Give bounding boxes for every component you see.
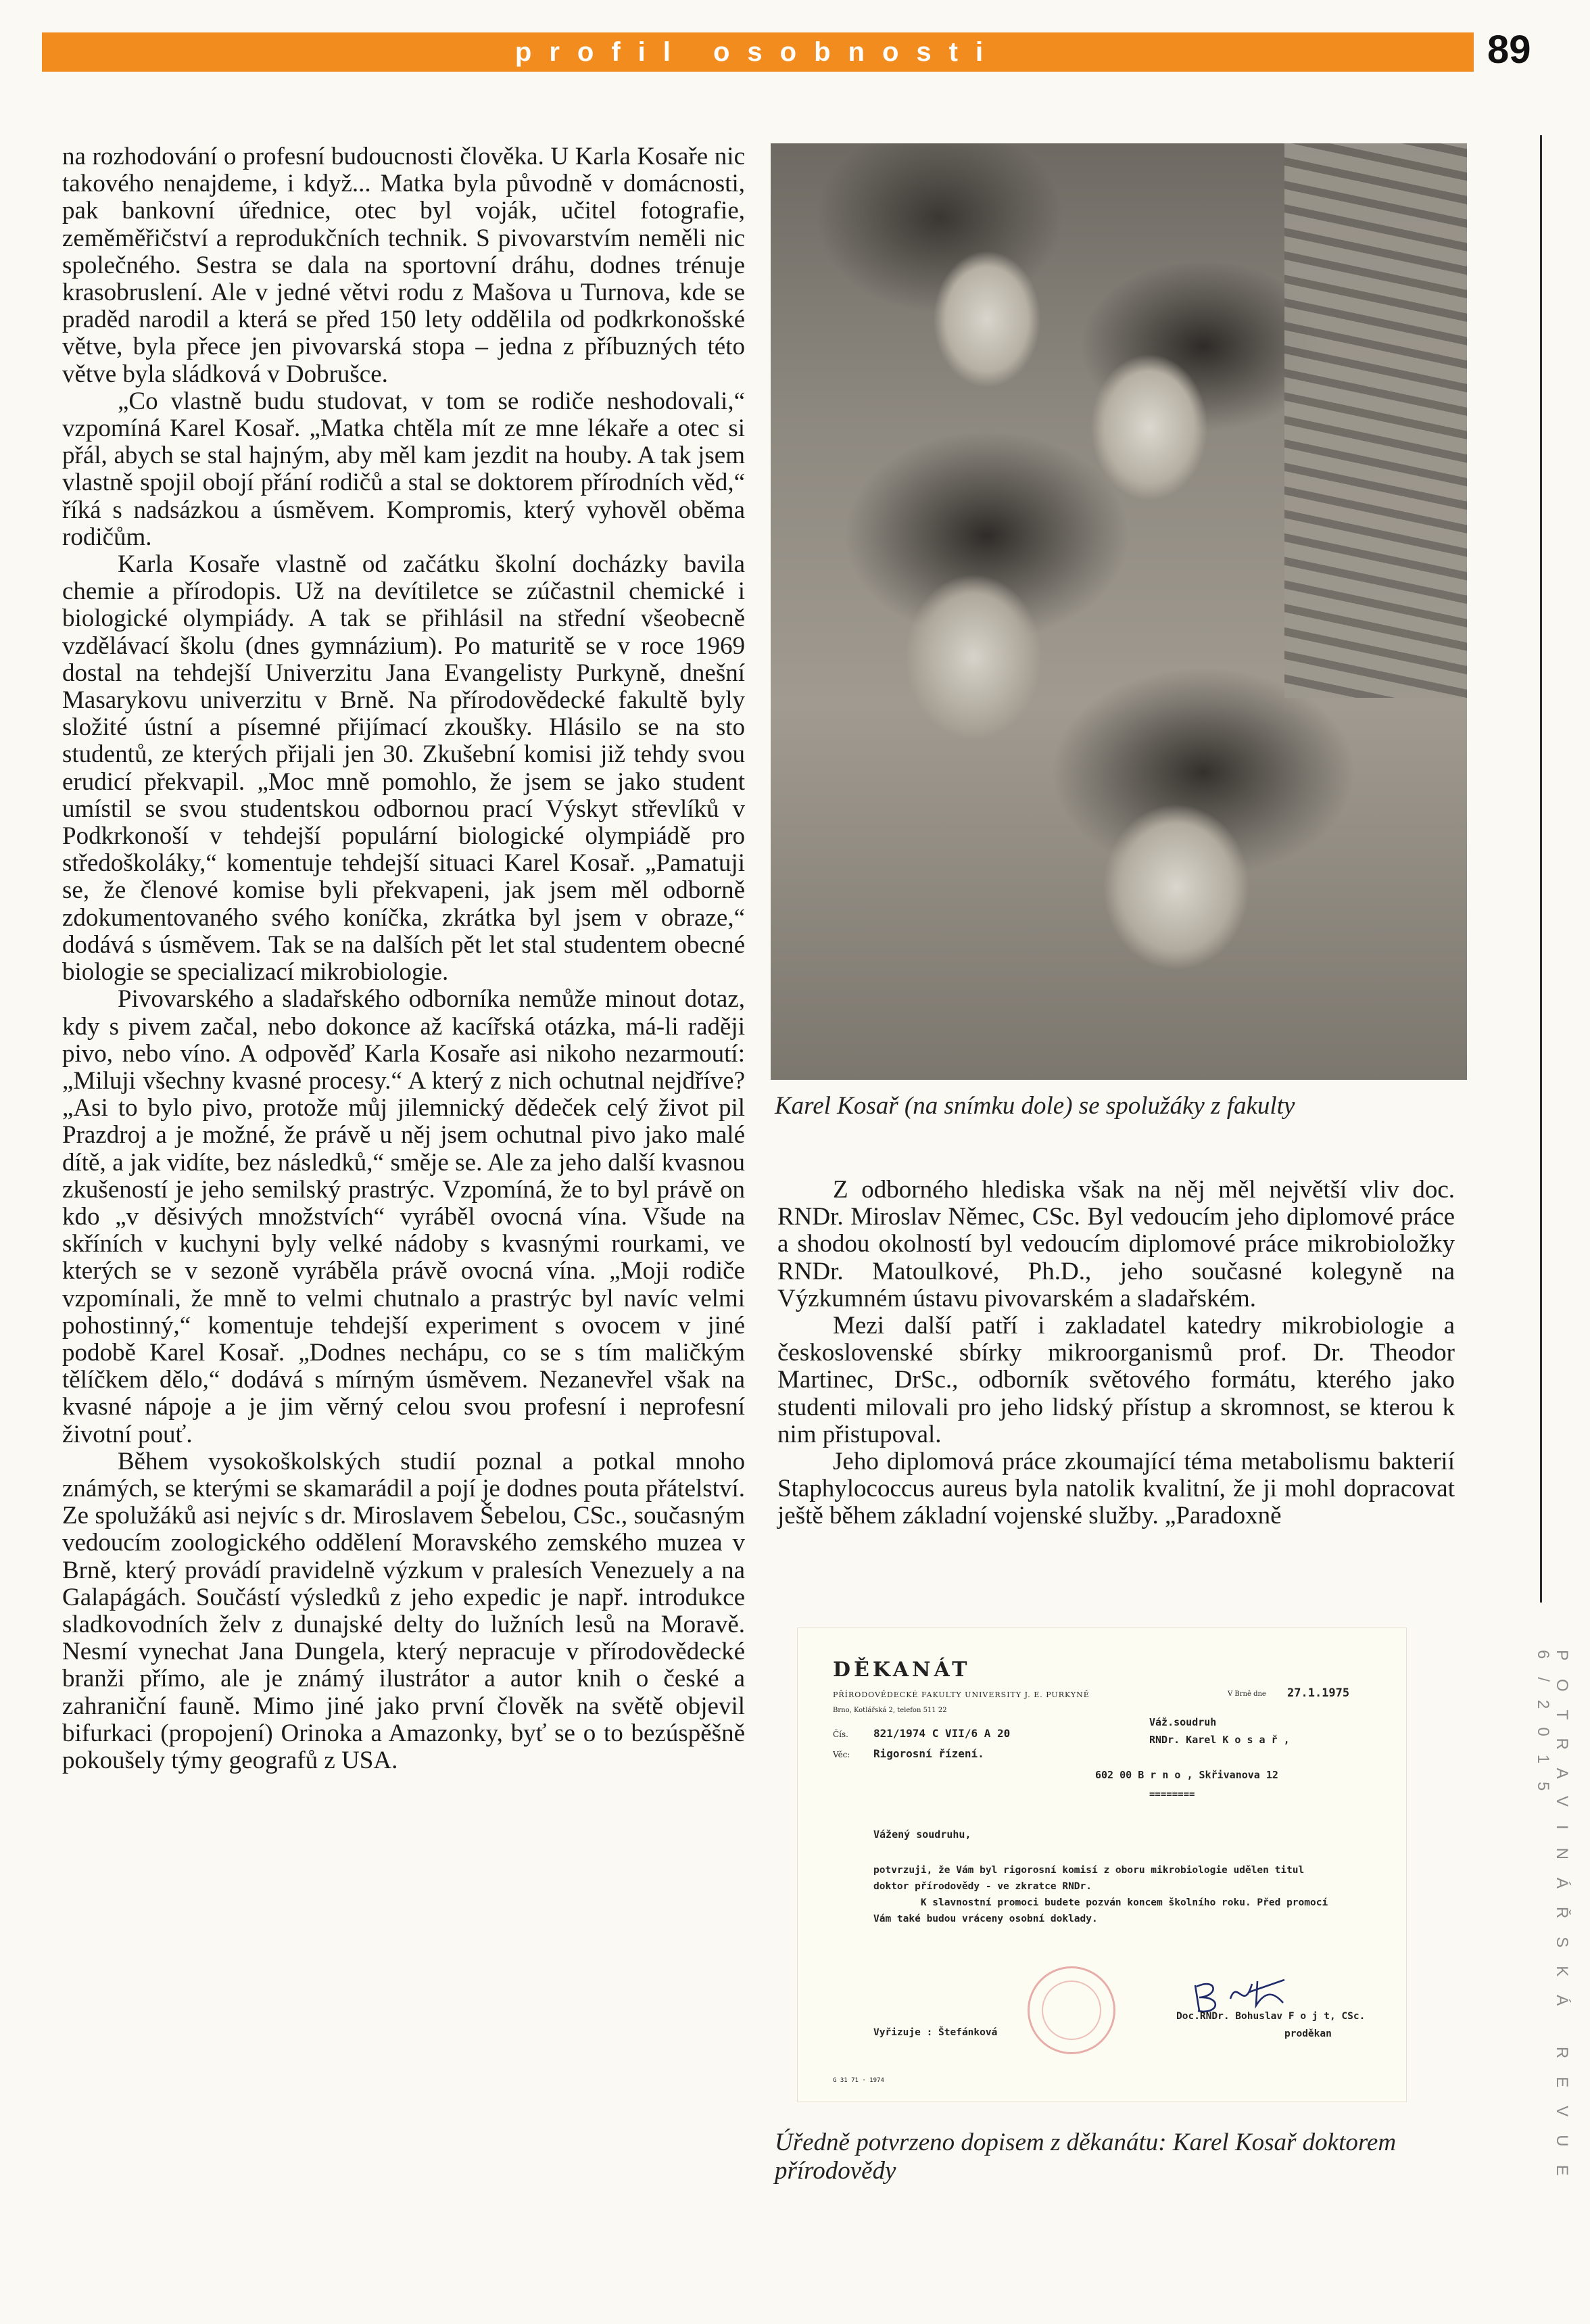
letter-body-line: potvrzuji, že Vám byl rigorosní komisí z oboru mikrobiologie udělen titul: [873, 1865, 1305, 1876]
article-left-column: [62, 143, 745, 2192]
paragraph: „Co vlastně budu studovat, v tom se rodiče neshodovali,“ vzpomíná Karel Kosař. „Matka chtěla mít ze mne lékaře a otec si přál, abych se stal hajným, aby měl kam jezdit na houby. A tak jsem vlastně spojil obojí přání rodičů a stal se doktorem přírodních věd,“ říká s nadsázkou a úsměvem. Kompromis, který vyhověl oběma rodičům.: [62, 387, 745, 551]
journal-name-vertical: POTRAVINÁŘSKÁ REVUE 6/2015: [1534, 1650, 1571, 2194]
letter-heading: DĚKANÁT: [833, 1658, 971, 1682]
paragraph: Pivovarského a sladařského odborníka nemůže minout dotaz, kdy s pivem začal, nebo dokonce až kacířská otázka, má-li raději pivo, nebo víno. A odpověď Karla Kosaře asi nikoho nezarmoutí: „Miluji všechny kvasné procesy.“ A který z nich ochutnal nejdříve? „Asi to bylo pivo, protože můj jilemnický dědeček celý život pil Prazdroj a je možné, že právě u něj jsem ochutnal pivo jako malé dítě, a jak vidíte, bez následků,“ směje se. Ale za jeho další kvasnou zkušeností je jeho semilský prastrýc. Vzpomíná, že to byl právě on kdo „v děsivých množstvích“ vyráběl ovocná vína. Všude na skříních v kuchyni byly velké nádoby s kvasnými rourkami, ve kterých se v sezoně vyráběla právě ovocná vína. „Moji rodiče vzpomínali, že mně to velmi chutnalo a prastrýc byl navíc velmi pohostinný,“ komentuje tehdejší experiment s ovocem v jiné podobě Karel Kosař. „Dodnes nechápu, co se s tím maličkým tělíčkem dělo,“ dodává s mírným úsměvem. Nezanevřel však na kvasné nápoje a je jim věrný celou svou profesní i neprofesní životní pouť.: [62, 985, 745, 1448]
classmates-photo: [771, 143, 1467, 1080]
photo-background-stairs: [1284, 143, 1467, 698]
letter-faculty: PŘÍRODOVĚDECKÉ FAKULTY UNIVERSITY J. E. PURKYNĚ: [833, 1690, 1090, 1699]
letter-date-label: V Brně dne: [1228, 1690, 1266, 1698]
letter-body-line: doktor přírodovědy - ve zkratce RNDr.: [873, 1881, 1092, 1892]
section-header-bar: [42, 32, 1474, 72]
letter-handler: Vyřizuje : Štefánková: [873, 2027, 998, 2038]
photo-caption: Karel Kosař (na snímku dole) se spolužáky z fakulty: [775, 1092, 1295, 1120]
letter-subject: Rigorosní řízení.: [873, 1747, 984, 1760]
letter-caption: Úředně potvrzeno dopisem z děkanátu: Karel Kosař doktorem přírodovědy: [775, 2129, 1397, 2185]
page-number: 89: [1487, 28, 1531, 72]
letter-recipient-line: Váž.soudruh: [1149, 1716, 1217, 1728]
letter-body-line: K slavnostní promoci budete pozván koncem školního roku. Před promocí: [873, 1897, 1328, 1908]
letter-signer-role: proděkan: [1284, 2029, 1332, 2039]
letter-recipient-line: RNDr. Karel K o s a ř ,: [1149, 1734, 1290, 1746]
article-right-column: [777, 1177, 1455, 1596]
letter-date: 27.1.1975: [1287, 1686, 1350, 1700]
paragraph: na rozhodování o profesní budoucnosti člověka. U Karla Kosaře nic takového nenajdeme, i když... Matka byla původně v domácnosti, pak bankovní úřednice, otec byl voják, učitel fotografie, zeměměřičství a reprodukčních technik. S pivovarstvím neměli nic společného. Sestra se dala na sportovní dráhu, dodnes trénuje krasobruslení. Ale v jedné větvi rodu z Mašova u Turnova, kde se praděd narodil a která se před 150 lety oddělila od podkrkonošské větve, byla přece jen pivovarská stopa – jedna z příbuzných této větve byla sládková v Dobrušce.: [62, 143, 745, 388]
dean-office-letter: [798, 1628, 1406, 2102]
paragraph: Mezi další patří i zakladatel katedry mikrobiologie a československé sbírky mikroorganismů prof. Dr. Theodor Martinec, DrSc., odborník světového formátu, kterého jako studenti milovali pro jeho lidský přístup a skromnost, se kterou k nim přistupoval.: [777, 1312, 1455, 1448]
letter-ref: 821/1974 C VII/6 A 20: [873, 1727, 1011, 1740]
paragraph: Jeho diplomová práce zkoumající téma metabolismu bakterií Staphylococcus aureus byla natolik kvalitní, že ji mohl dopracovat ještě během základní vojenské služby. „Paradoxně: [777, 1448, 1455, 1530]
letter-signer: Doc.RNDr. Bohuslav F o j t, CSc.: [1176, 2011, 1366, 2022]
letter-form-code: G 31 71 · 1974: [833, 2077, 884, 2084]
letter-greeting: Vážený soudruhu,: [873, 1828, 971, 1841]
paragraph: Během vysokoškolských studií poznal a potkal mnoho známých, se kterými se skamarádil a pojí je dodnes pouta přátelství. Ze spolužáků asi nejvíc s dr. Miroslavem Šebelou, CSc., současným vedoucím zoologického oddělení Moravského zemského muzea v Brně, který provádí pravidelně výzkum v pralesích Venezuely a na Galapágách. Součástí výsledků z jeho expedic je např. introdukce sladkovodních želv z dunajské delty do lužních lesů na Moravě. Nesmí vynechat Jana Dungela, který nepracuje v přírodovědecké branži přímo, ale je známý ilustrátor a autor knih o české a zahraniční fauně. Mimo jiné jako první člověk na světě objevil bifurkaci (propojení) Orinoka a Amazonky, byť se o to bezúspěšně pokoušely týmy geografů z USA.: [62, 1447, 745, 1774]
letter-recipient-underline: ========: [1149, 1789, 1195, 1800]
letter-body-line: Vám také budou vráceny osobní doklady.: [873, 1914, 1098, 1924]
letter-subject-label: Věc:: [833, 1750, 850, 1759]
paragraph: Karla Kosaře vlastně od začátku školní docházky bavila chemie a přírodopis. Už na devítiletce se zúčastnil chemické i biologické olympiády. A tak se přihlásil na střední všeobecně vzdělávací školu (dnes gymnázium). Po maturitě se v roce 1969 dostal na tehdejší Univerzitu Jana Evangelisty Purkyně, dnešní Masarykovu univerzitu v Brně. Na přírodovědecké fakultě byly složité ústní a písemné přijímací zkoušky. Hlásilo se na sto studentů, ze kterých přijali jen 30. Zkušební komisi již tehdy svou erudicí překvapil. „Moc mně pomohlo, že jsem se jako student umístil se svou studentskou odbornou prací Výskyt střevlíků v Podkrkonoší v tehdejší populární biologické olympiádě pro středoškoláky,“ komentuje tehdejší situaci Karel Kosař. „Pamatuji se, že členové komise byli překvapeni, jak jsem měl odborně zdokumentovaného svého koníčka, zkrátka byl jsem v obraze,“ dodává s úsměvem. Tak se na dalších pět let stal studentem obecné biologie se specializací mikrobiologie.: [62, 550, 745, 987]
paragraph: Z odborného hlediska však na něj měl největší vliv doc. RNDr. Miroslav Němec, CSc. Byl vedoucím jeho diplomové práce a shodou okolností byl vedoucím diplomové práce mikrobioložky RNDr. Matoulkové, Ph.D., jeho současné kolegyně na Výzkumném ústavu pivovarském a sladařském.: [777, 1176, 1455, 1312]
letter-body: [873, 1862, 1387, 1957]
side-divider: [1540, 135, 1542, 1603]
letter-ref-label: Čís.: [833, 1730, 848, 1739]
letter-address: Brno, Kotlářská 2, telefon 511 22: [833, 1707, 947, 1714]
section-label: profil osobnosti: [514, 37, 1001, 67]
letter-recipient-line: 602 00 B r n o , Skřivanova 12: [1095, 1769, 1278, 1781]
